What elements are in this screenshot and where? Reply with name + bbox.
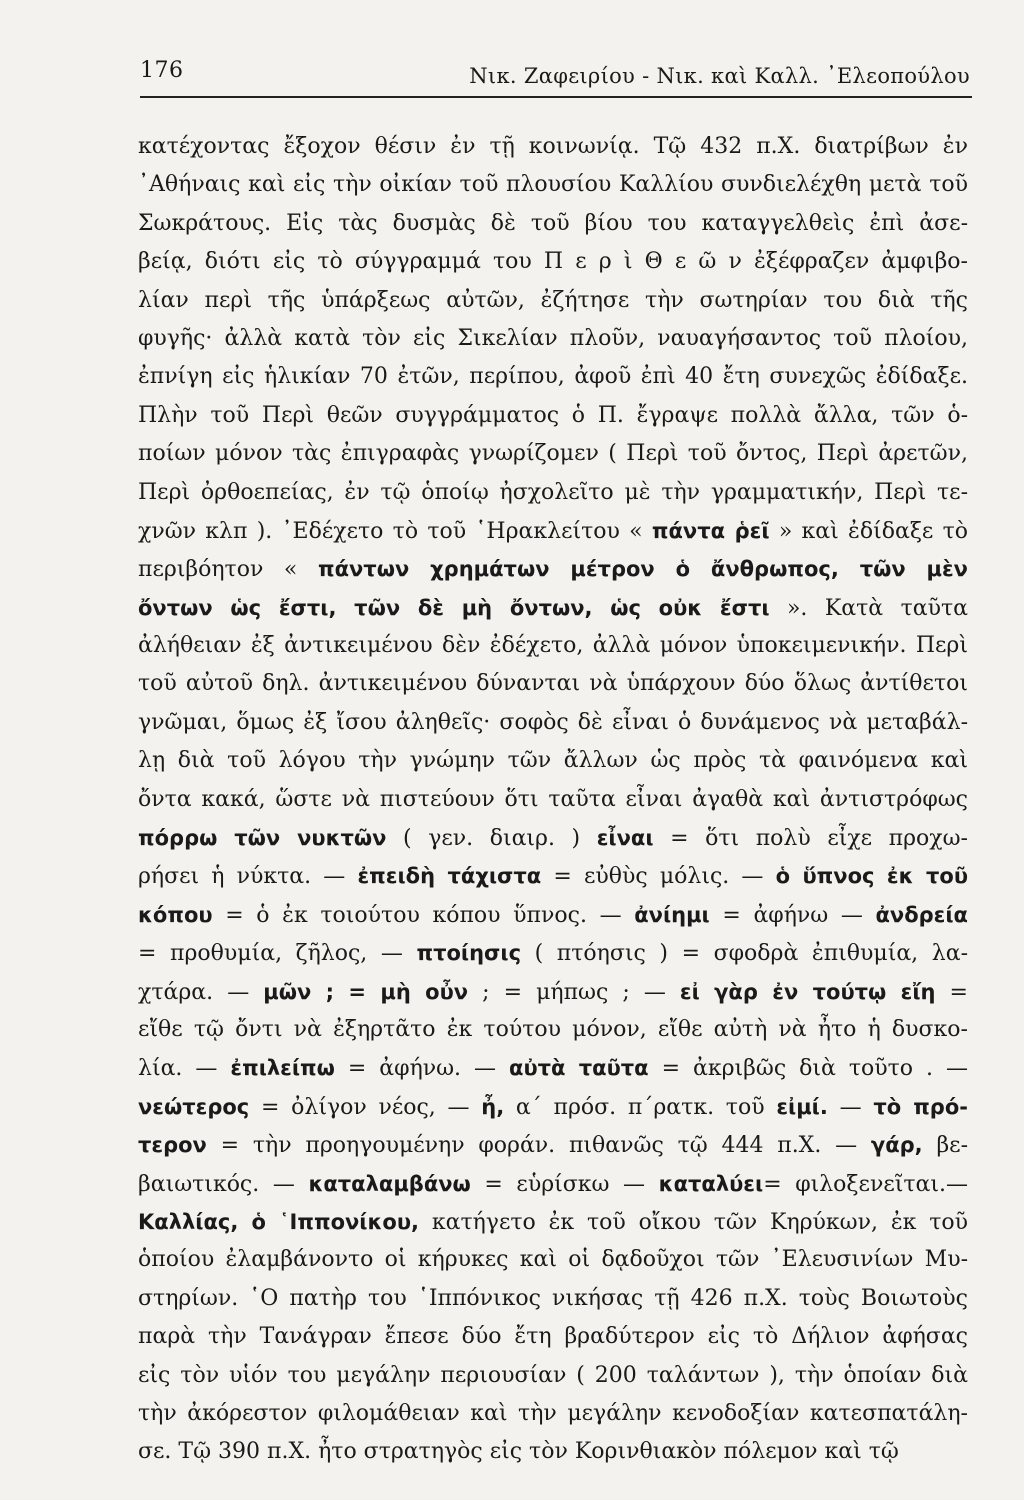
text-line [138,320,968,358]
bold-term: κόπου [138,902,213,927]
text-line [138,358,968,396]
text-line [138,243,968,281]
text-line [138,1126,968,1164]
text-run: λῃ διὰ τοῦ λόγου τὴν γνώμην τῶν ἄλλων ὡς πρὸς τὰ φαινόμενα καὶ [138,748,968,774]
text-run: εἴθε τῷ ὄντι νὰ ἐξηρτᾶτο ἐκ τούτου μόνον, εἴθε αὐτὴ νὰ ἦτο ἡ δυσκο- [138,1016,968,1042]
text-line [138,1395,968,1433]
text-run: σε. Τῷ 390 π.Χ. ἦτο στρατηγὸς εἰς τὸν Κορινθιακὸν πόλεμον καὶ τῷ [138,1439,899,1465]
text-run: = ὁ ἐκ τοιούτου κόπου ὕπνος. — [212,902,635,928]
page-number: 176 [140,58,184,83]
text-line [138,665,968,703]
text-line [138,1049,968,1087]
text-run: ; = μήπως ; — [468,979,680,1005]
text-line [138,704,968,742]
bold-term: πτοίησις [416,941,522,966]
text-run: = ἀκριβῶς διὰ τοῦτο . — [648,1056,968,1082]
text-line [138,474,968,512]
text-run: ἀλήθειαν ἐξ ἀντικειμένου δὲν ἐδέχετο, ἀλλὰ μόνον ὑποκειμενικήν. Περὶ [138,633,968,659]
text-run: κατήγετο ἐκ τοῦ οἴκου τῶν Κηρύκων, ἐκ τοῦ [419,1209,968,1235]
text-run: στηρίων. ῾Ο πατὴρ του ῾Ιππόνικος νικήσας τῇ 426 π.Χ. τοὺς Βοιωτοὺς [138,1285,968,1311]
body-text [138,128,968,1472]
text-run: Πλὴν τοῦ Περὶ θεῶν συγγράμματος ὁ Π. ἔγραψε πολλὰ ἄλλα, τῶν ὁ- [138,402,968,428]
text-line [138,1280,968,1318]
text-run: περιβόητον « [138,557,318,583]
text-line [138,205,968,243]
text-run: χτάρα. — [138,979,264,1005]
text-line [138,1241,968,1279]
text-run: παρὰ τὴν Τανάγραν ἔπεσε δύο ἔτη βραδύτερον εἰς τὸ Δήλιον ἀφήσας [138,1324,968,1350]
text-line [138,934,968,972]
bold-term: αὐτὰ ταῦτα [509,1056,649,1081]
text-run: = προθυμία, ζῆλος, — [138,941,417,967]
bold-term: νεώτερος [138,1094,250,1119]
bold-term: εἶναι [596,826,654,851]
text-run: = ὅτι πολὺ εἶχε προχω- [653,826,968,852]
text-run: ». Κατὰ ταῦτα [769,595,968,621]
bold-term: ἐπειδὴ τάχιστα [357,864,542,889]
text-run: βείᾳ, διότι εἰς τὸ σύγγραμμά του Π ε ρ ὶ Θ ε ῶ ν ἐξέφραζεν ἀμφιβο- [138,249,968,275]
text-line [138,896,968,934]
bold-term: ἀνδρεία [875,902,968,927]
text-run: ποίων μόνον τὰς ἐπιγραφὰς γνωρίζομεν ( Περὶ τοῦ ὄντος, Περὶ ἀρετῶν, [138,441,968,467]
text-line [138,1318,968,1356]
text-line [138,282,968,320]
text-run: = εὑρίσκω — [470,1171,659,1197]
text-run: ( γεν. διαιρ. ) [386,826,597,852]
text-run: » καὶ ἐδίδαξε τὸ [769,518,968,544]
text-run: = τὴν προηγουμένην φοράν. πιθανῶς τῷ 444 π.Χ. — [206,1133,871,1159]
text-line [138,742,968,780]
bold-term: γάρ, [870,1133,923,1158]
text-run: λία. — [138,1056,231,1082]
text-run: χνῶν κλπ ). ᾿Εδέχετο τὸ τοῦ ῾Ηρακλείτου « [138,518,652,544]
text-line [138,1357,968,1395]
bold-term: μῶν ; = μὴ οὖν [263,979,469,1004]
text-line [138,973,968,1011]
text-run: ( πτόησις ) = σφοδρὰ ἐπιθυμία, λα- [521,941,968,967]
text-run: βαιωτικός. — [138,1171,309,1197]
text-run: λίαν περὶ τῆς ὑπάρξεως αὐτῶν, ἐζήτησε τὴν σωτηρίαν του διὰ τῆς [138,287,968,313]
bold-term: πάντα ῥεῖ [651,518,770,543]
text-run: Σωκράτους. Εἰς τὰς δυσμὰς δὲ τοῦ βίου του καταγγελθεὶς ἐπὶ ἀσε- [138,210,968,236]
text-line [138,397,968,435]
bold-term: τερον [138,1133,207,1158]
text-run: = ἀφήνω. — [334,1056,510,1082]
text-run: ὄντα κακά, ὥστε νὰ πιστεύουν ὅτι ταῦτα εἶναι ἀγαθὰ καὶ ἀντιστρόφως [138,786,968,812]
text-line [138,589,968,627]
text-line [138,1433,968,1471]
running-head: Νικ. Ζαφειρίου - Νικ. καὶ Καλλ. ᾿Ελεοπούλου [469,64,970,88]
text-run: ᾿Αθήναις καὶ εἰς τὴν οἰκίαν τοῦ πλουσίου Καλλίου συνδιελέχθη μετὰ τοῦ [138,172,968,198]
text-run: α΄ πρόσ. π΄ρατκ. τοῦ [504,1094,777,1120]
text-line [138,512,968,550]
text-run: Περὶ ὀρθοεπείας, ἐν τῷ ὁποίῳ ἠσχολεῖτο μὲ τὴν γραμματικήν, Περὶ τε- [138,479,968,505]
text-run: = ἀφήνω — [709,902,876,928]
text-line [138,166,968,204]
text-line [138,781,968,819]
text-line [138,1203,968,1241]
bold-term: Καλλίας, ὁ ῾Ιππονίκου, [138,1209,420,1234]
text-run: = εὐθὺς μόλις. — [541,864,776,890]
bold-term: εἰμί. [776,1094,828,1119]
bold-term: καταλύει [658,1171,764,1196]
page-header [140,58,970,98]
text-run: = [935,979,968,1005]
text-run: = ὀλίγον νέος, — [249,1094,482,1120]
bold-term: τὸ πρό- [873,1094,968,1119]
text-line [138,435,968,473]
text-run: βε- [922,1133,968,1159]
text-line [138,1088,968,1126]
text-run: ὁποίου ἐλαμβάνοντο οἱ κήρυκες καὶ οἱ δᾳδοῦχοι τῶν ᾿Ελευσινίων Μυ- [138,1247,968,1273]
text-run: κατέχοντας ἔξοχον θέσιν ἐν τῇ κοινωνίᾳ. Τῷ 432 π.Χ. διατρίβων ἐν [138,134,968,159]
text-line [138,627,968,665]
bold-term: πάντων χρημάτων μέτρον ὁ ἄνθρωπος, τῶν μὲν [317,557,968,582]
bold-term: ἦ, [481,1094,505,1119]
text-line [138,1011,968,1049]
text-run: = φιλοξενεῖται.— [763,1171,968,1197]
text-run: — [827,1094,874,1120]
text-run: εἰς τὸν υἱόν του μεγάλην περιουσίαν ( 200 ταλάντων ), τὴν ὁποίαν διὰ [138,1362,968,1388]
bold-term: εἰ γὰρ ἐν τούτῳ εἴη [679,979,936,1004]
bold-term: καταλαμβάνω [308,1171,471,1196]
text-run: φυγῆς· ἀλλὰ κατὰ τὸν εἰς Σικελίαν πλοῦν, ναυαγήσαντος τοῦ πλοίου, [138,325,968,351]
bold-term: ὁ ὕπνος ἐκ τοῦ [775,864,968,889]
text-line [138,857,968,895]
text-line [138,1165,968,1203]
bold-term: ἐπιλείπω [230,1056,335,1081]
text-line [138,550,968,588]
text-run: τοῦ αὐτοῦ δηλ. ἀντικειμένου δύνανται νὰ ὑπάρχουν δύο ὅλως ἀντίθετοι [138,671,968,697]
text-run: τὴν ἀκόρεστον φιλομάθειαν καὶ τὴν μεγάλην κενοδοξίαν κατεσπατάλη- [138,1400,968,1426]
text-line [138,819,968,857]
text-run: ἐπνίγη εἰς ἡλικίαν 70 ἐτῶν, περίπου, ἀφοῦ ἐπὶ 40 ἔτη συνεχῶς ἐδίδαξε. [138,364,968,390]
text-line [138,128,968,166]
text-run: γνῶμαι, ὅμως ἐξ ἴσου ἀληθεῖς· σοφὸς δὲ εἶναι ὁ δυνάμενος νὰ μεταβάλ- [138,709,968,735]
text-run: ρήσει ἡ νύκτα. — [138,864,358,890]
bold-term: ἀνίημι [634,902,710,927]
header-rule [140,96,972,98]
bold-term: ὄντων ὡς ἔστι, τῶν δὲ μὴ ὄντων, ὡς οὐκ ἔστι [138,595,770,620]
bold-term: πόρρω τῶν νυκτῶν [138,826,387,851]
